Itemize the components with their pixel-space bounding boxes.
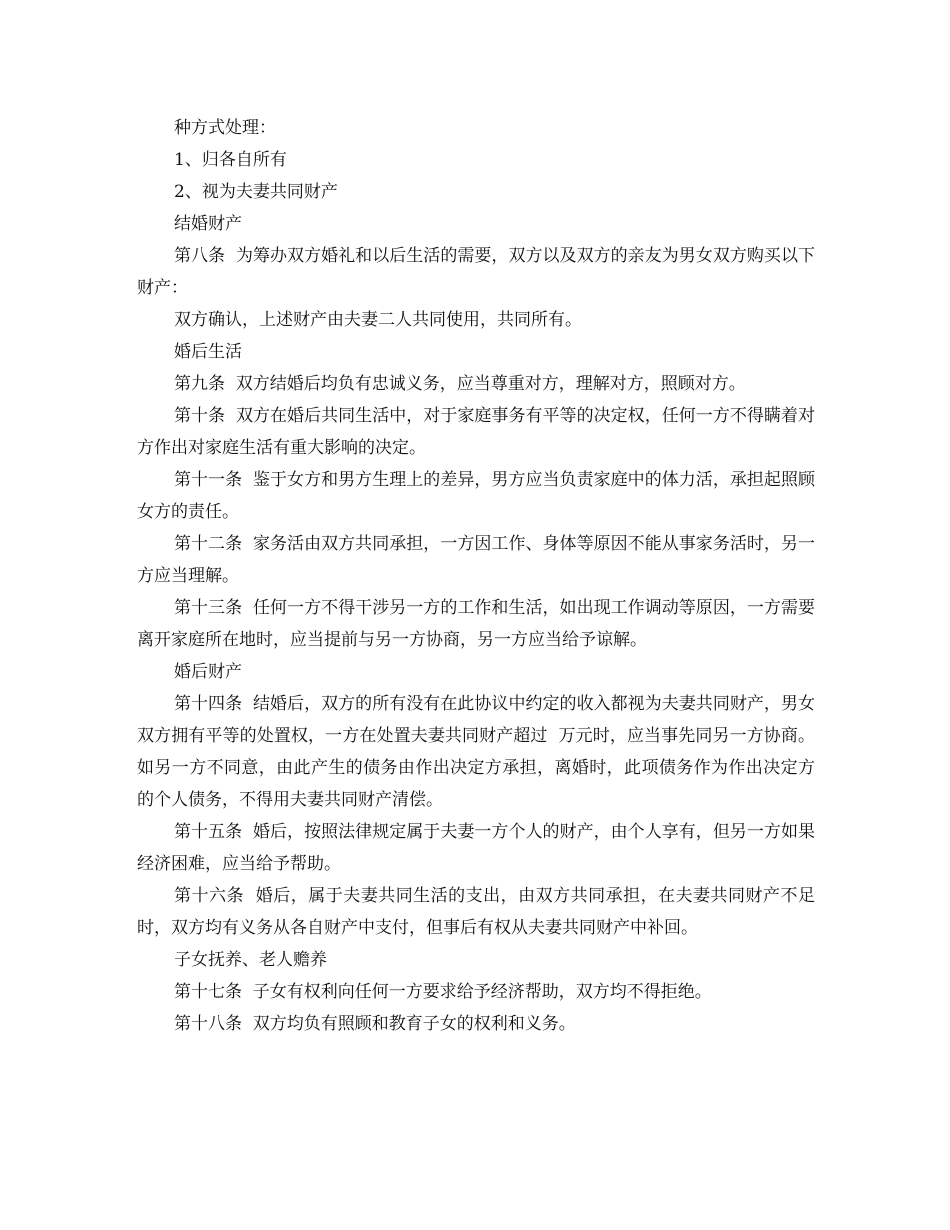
article-15: 第十五条 婚后，按照法律规定属于夫妻一方个人的财产，由个人享有，但另一方如果经济困难，应当给予帮助。 [137, 822, 815, 874]
paragraph-option-1: 1、归各自所有 [174, 150, 287, 170]
article-12: 第十二条 家务活由双方共同承担，一方因工作、身体等原因不能从事家务活时，另一方应当理解。 [137, 534, 815, 586]
paragraph-confirmation: 双方确认，上述财产由夫妻二人共同使用，共同所有。 [174, 310, 582, 330]
document-body [137, 112, 815, 1040]
paragraph-option-2: 2、视为夫妻共同财产 [174, 182, 338, 202]
article-14: 第十四条 结婚后，双方的所有没有在此协议中约定的收入都视为夫妻共同财产，男女双方拥有平等的处置权，一方在处置夫妻共同财产超过 万元时，应当事先同另一方协商。如另一方不同意，由此产生的债务由作出决定方承担，离婚时，此项债务作为作出决定方的个人债务，不得用夫妻共同财产清偿。 [137, 694, 815, 810]
article-18: 第十八条 双方均负有照顾和教育子女的权利和义务。 [174, 1014, 576, 1034]
article-17: 第十七条 子女有权利向任何一方要求给予经济帮助，双方均不得拒绝。 [174, 982, 712, 1002]
article-9: 第九条 双方结婚后均负有忠诚义务，应当尊重对方，理解对方，照顾对方。 [174, 374, 746, 394]
article-10: 第十条 双方在婚后共同生活中，对于家庭事务有平等的决定权，任何一方不得瞒着对方作出对家庭生活有重大影响的决定。 [137, 406, 815, 458]
article-11: 第十一条 鉴于女方和男方生理上的差异，男方应当负责家庭中的体力活，承担起照顾女方的责任。 [137, 470, 815, 522]
article-8: 第八条 为筹办双方婚礼和以后生活的需要，双方以及双方的亲友为男女双方购买以下财产： [137, 246, 815, 298]
section-heading-marital-property: 婚后财产 [174, 662, 242, 682]
article-13: 第十三条 任何一方不得干涉另一方的工作和生活，如出现工作调动等原因，一方需要离开家庭所在地时，应当提前与另一方协商，另一方应当给予谅解。 [137, 598, 815, 650]
paragraph-method-intro: 种方式处理： [174, 118, 276, 138]
section-heading-wedding-property: 结婚财产 [174, 214, 242, 234]
article-16: 第十六条 婚后，属于夫妻共同生活的支出，由双方共同承担，在夫妻共同财产不足时，双方均有义务从各自财产中支付，但事后有权从夫妻共同财产中补回。 [137, 886, 815, 938]
section-heading-child-elder-care: 子女抚养、老人赡养 [174, 950, 327, 970]
section-heading-married-life: 婚后生活 [174, 342, 242, 362]
